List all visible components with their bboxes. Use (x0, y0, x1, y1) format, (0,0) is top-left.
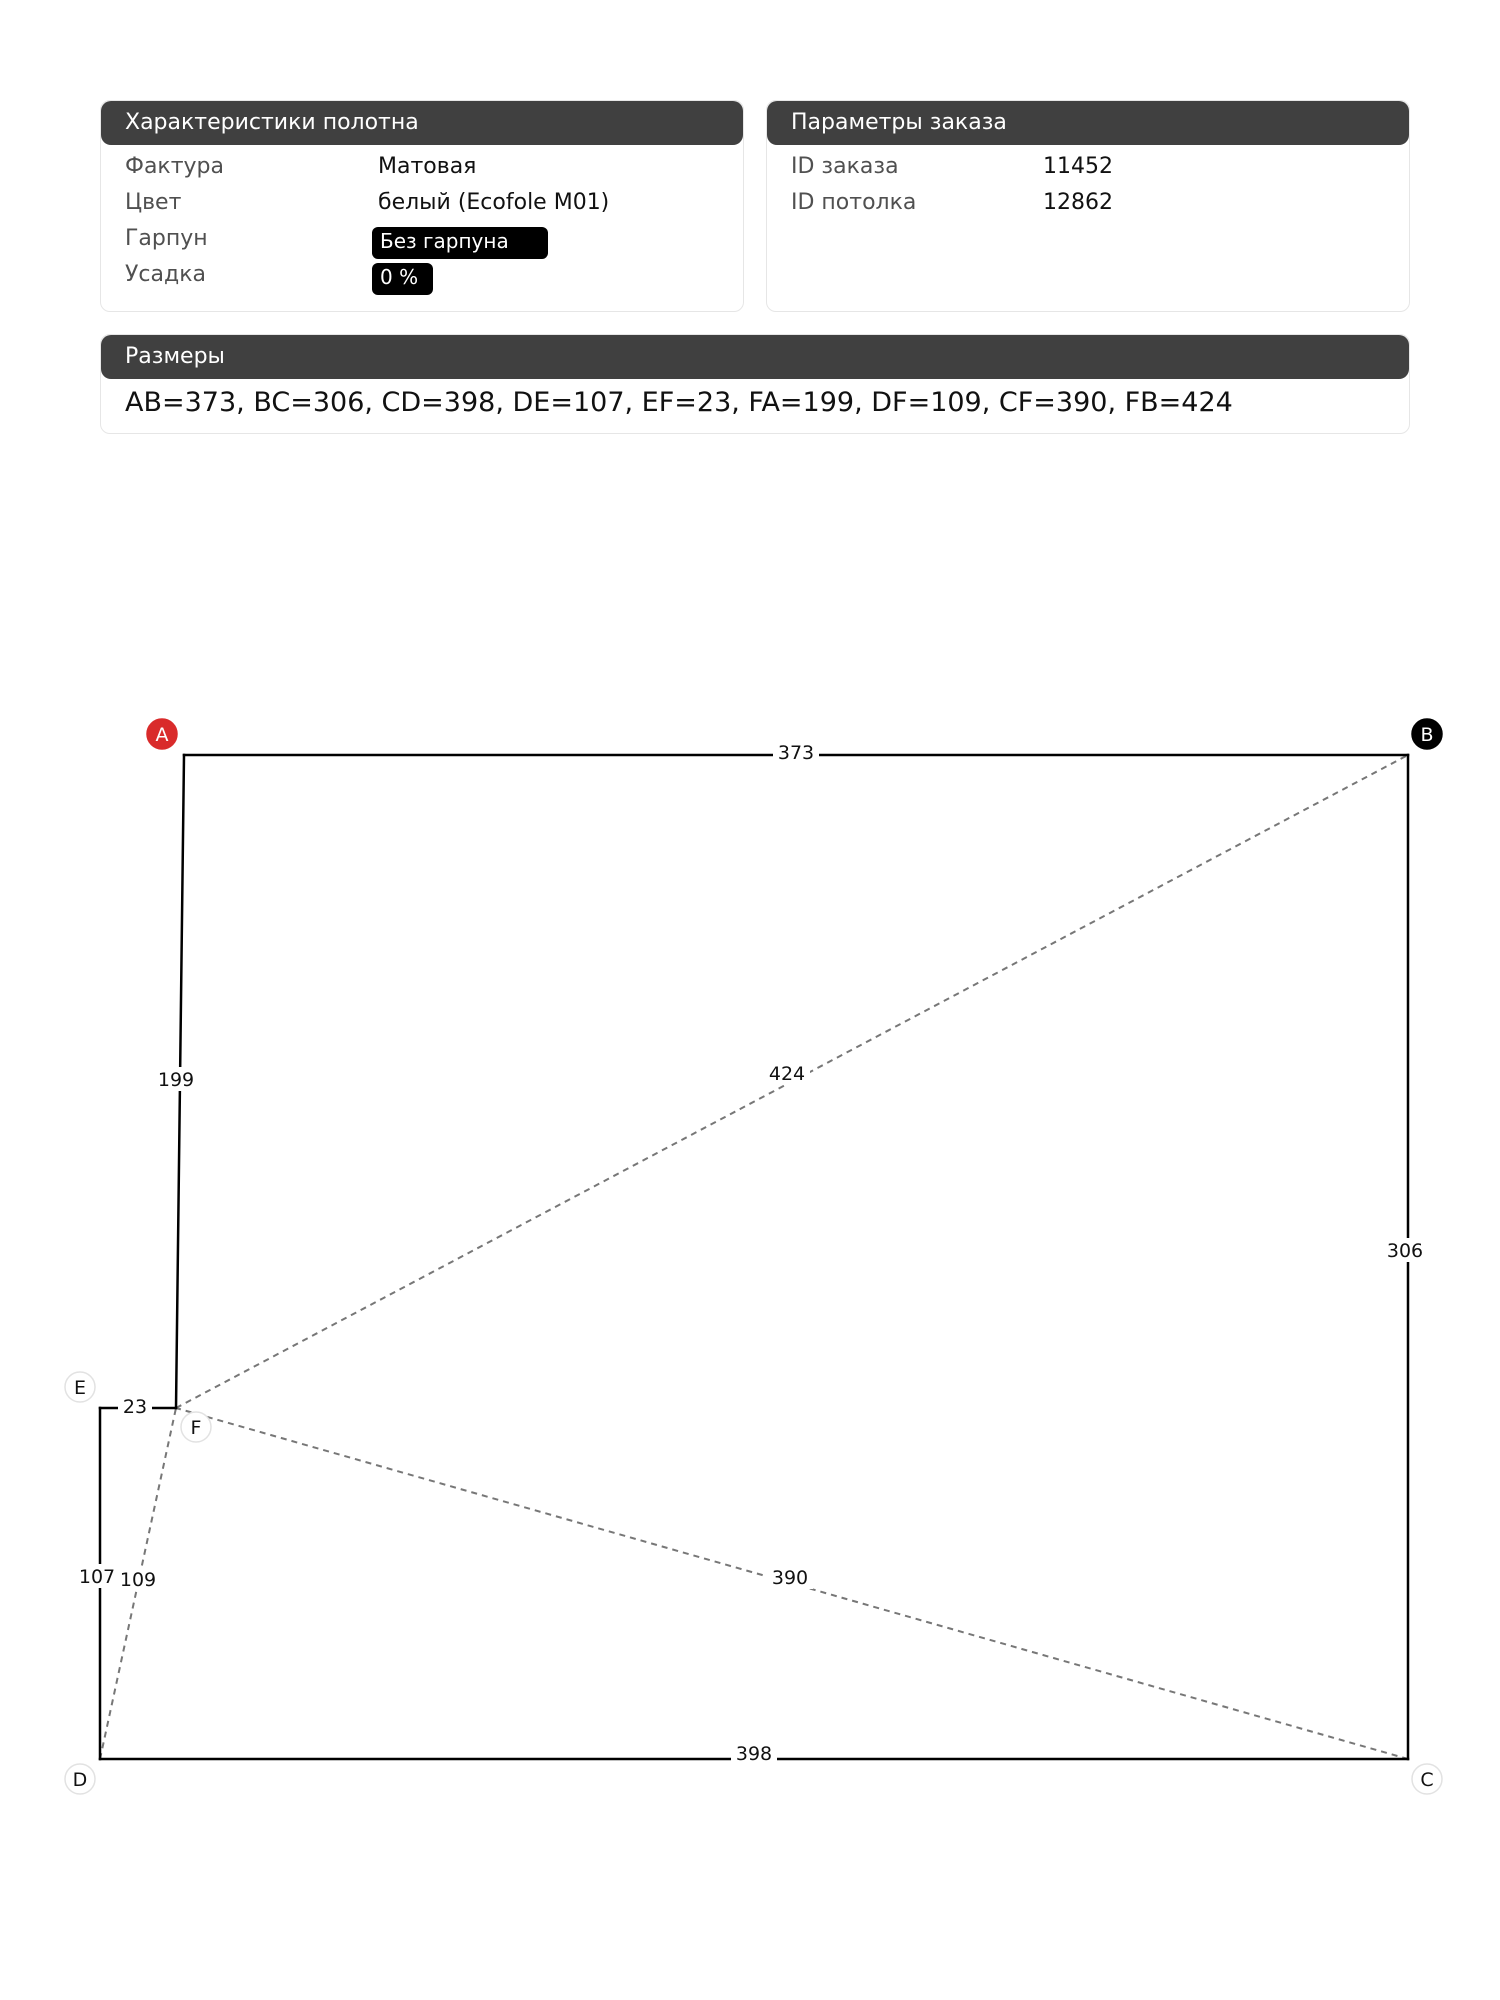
segment-label-e-f: 23 (122, 1396, 148, 1418)
segment-label-d-f: 109 (119, 1569, 157, 1591)
vertex-d-label: D (72, 1769, 88, 1791)
vertex-e-label: E (73, 1377, 87, 1399)
shrink-badge: 0 % (372, 263, 433, 295)
segment-label-f-a: 199 (157, 1069, 195, 1091)
texture-label: Фактура (125, 154, 224, 179)
sizes-title: Размеры (101, 335, 1409, 379)
segment-label-b-c: 306 (1386, 1240, 1424, 1262)
shrink-label: Усадка (125, 262, 206, 287)
ceiling-id-label: ID потолка (791, 190, 917, 215)
vertex-c-label: C (1420, 1769, 1434, 1791)
color-label: Цвет (125, 190, 182, 215)
segment-label-c-d: 398 (735, 1743, 773, 1765)
order-params-title: Параметры заказа (767, 101, 1409, 145)
order-id-label: ID заказа (791, 154, 899, 179)
order-id-value: 11452 (1043, 154, 1113, 179)
ceiling-id-value: 12862 (1043, 190, 1113, 215)
sizes-list: AB=373, BC=306, CD=398, DE=107, EF=23, FA=199, DF=109, CF=390, FB=424 (125, 387, 1233, 418)
harpoon-label: Гарпун (125, 226, 208, 251)
canvas-properties-title: Характеристики полотна (101, 101, 743, 145)
color-value: белый (Ecofole M01) (378, 190, 610, 215)
vertex-b-label: B (1420, 724, 1434, 746)
vertex-a-label: A (155, 724, 169, 746)
segment-label-d-e: 107 (78, 1566, 116, 1588)
texture-value: Матовая (378, 154, 477, 179)
segment-label-f-b: 424 (768, 1063, 806, 1085)
segment-label-a-b: 373 (777, 742, 815, 764)
segment-label-c-f: 390 (771, 1567, 809, 1589)
vertex-f-label: F (190, 1417, 202, 1439)
harpoon-badge: Без гарпуна (372, 227, 548, 259)
